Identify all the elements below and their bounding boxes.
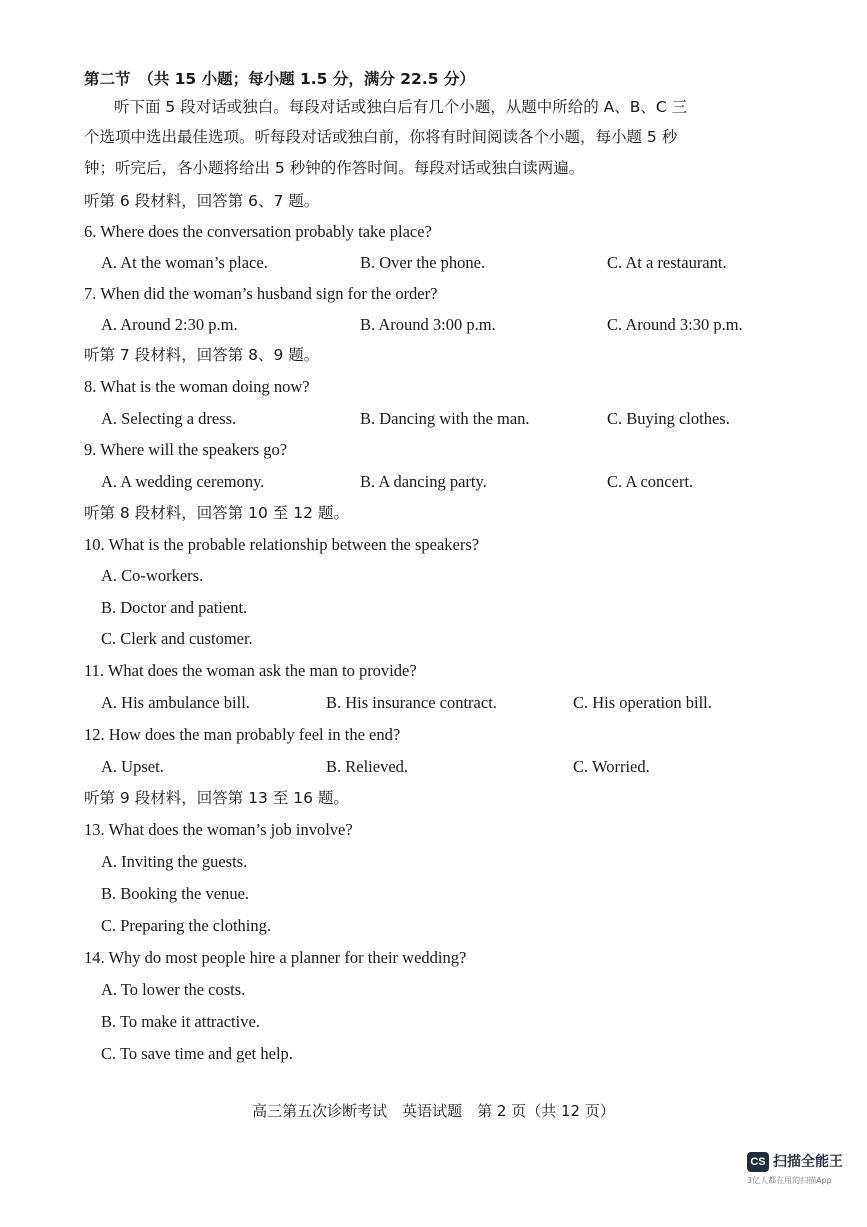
q9-option-b: B. A dancing party.: [360, 472, 487, 491]
q10-option-c: C. Clerk and customer.: [101, 629, 253, 648]
question-12: 12. How does the man probably feel in the end?: [84, 725, 401, 744]
q9-option-a: A. A wedding ceremony.: [101, 472, 265, 491]
instruction-line-2: 个选项中选出最佳选项。听每段对话或独白前，你将有时间阅读各个小题，每小题 5 秒: [84, 128, 678, 146]
camscanner-name: 扫描全能王: [773, 1154, 843, 1170]
q8-option-c: C. Buying clothes.: [607, 409, 730, 428]
question-10: 10. What is the probable relationship between the speakers?: [84, 535, 480, 554]
q6-option-b: B. Over the phone.: [360, 253, 486, 272]
q8-option-a: A. Selecting a dress.: [101, 409, 237, 428]
q7-option-a: A. Around 2:30 p.m.: [101, 315, 238, 334]
question-8: 8. What is the woman doing now?: [84, 377, 310, 396]
q13-option-b: B. Booking the venue.: [101, 884, 250, 903]
q14-option-a: A. To lower the costs.: [101, 980, 246, 999]
question-14: 14. Why do most people hire a planner for their wedding?: [84, 948, 467, 967]
material-9-label: 听第 9 段材料，回答第 13 至 16 题。: [84, 789, 349, 807]
camscanner-logo-icon: CS: [747, 1152, 769, 1172]
q8-option-b: B. Dancing with the man.: [360, 409, 530, 428]
material-7-label: 听第 7 段材料，回答第 8、9 题。: [84, 346, 320, 364]
q12-option-a: A. Upset.: [101, 757, 164, 776]
q10-option-a: A. Co-workers.: [101, 566, 204, 585]
instruction-line-3: 钟；听完后，各小题将给出 5 秒钟的作答时间。每段对话或独白读两遍。: [84, 159, 585, 177]
material-8-label: 听第 8 段材料，回答第 10 至 12 题。: [84, 504, 349, 522]
q11-option-b: B. His insurance contract.: [326, 693, 497, 712]
q14-option-c: C. To save time and get help.: [101, 1044, 293, 1063]
question-6: 6. Where does the conversation probably take place?: [84, 222, 432, 241]
question-9: 9. Where will the speakers go?: [84, 440, 288, 459]
q12-option-c: C. Worried.: [573, 757, 650, 776]
question-13: 13. What does the woman’s job involve?: [84, 820, 353, 839]
question-7: 7. When did the woman’s husband sign for the order?: [84, 284, 438, 303]
q13-option-a: A. Inviting the guests.: [101, 852, 248, 871]
q6-option-c: C. At a restaurant.: [607, 253, 727, 272]
q7-option-c: C. Around 3:30 p.m.: [607, 315, 743, 334]
page-footer: 高三第五次诊断考试 英语试题 第 2 页（共 12 页）: [252, 1102, 615, 1120]
q13-option-c: C. Preparing the clothing.: [101, 916, 272, 935]
q10-option-b: B. Doctor and patient.: [101, 598, 248, 617]
q12-option-b: B. Relieved.: [326, 757, 409, 776]
q11-option-c: C. His operation bill.: [573, 693, 712, 712]
q6-option-a: A. At the woman’s place.: [101, 253, 268, 272]
camscanner-tagline: 3亿人都在用的扫描App: [747, 1176, 832, 1185]
question-11: 11. What does the woman ask the man to provide?: [84, 661, 417, 680]
q7-option-b: B. Around 3:00 p.m.: [360, 315, 496, 334]
material-6-label: 听第 6 段材料，回答第 6、7 题。: [84, 192, 320, 210]
q14-option-b: B. To make it attractive.: [101, 1012, 260, 1031]
section-title: 第二节 （共 15 小题；每小题 1.5 分，满分 22.5 分）: [84, 70, 475, 88]
instruction-line-1: 听下面 5 段对话或独白。每段对话或独白后有几个小题，从题中所给的 A、B、C 三: [114, 98, 688, 116]
q9-option-c: C. A concert.: [607, 472, 694, 491]
q11-option-a: A. His ambulance bill.: [101, 693, 250, 712]
